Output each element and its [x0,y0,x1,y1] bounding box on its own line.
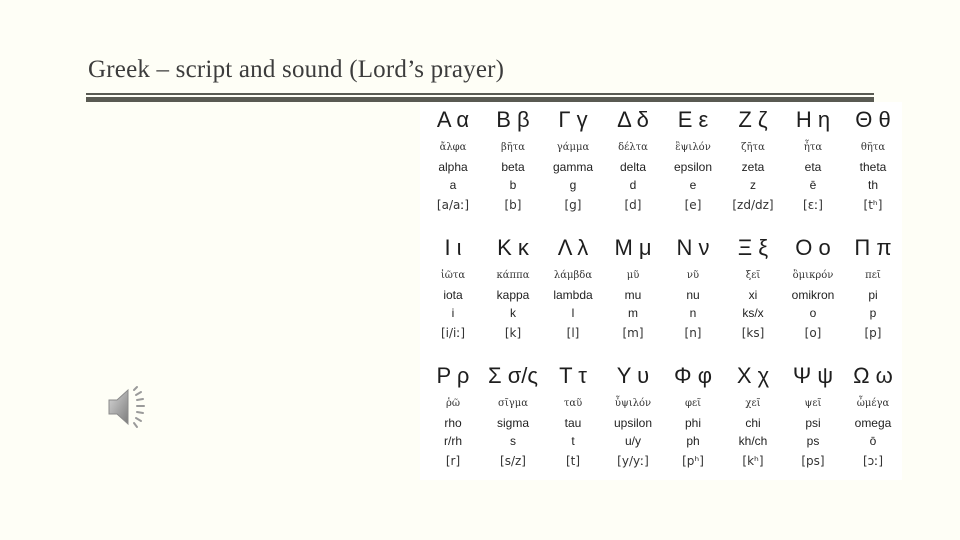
transliteration: u/y [624,434,641,448]
transliteration: th [867,178,878,192]
ipa-sound: [g] [564,198,582,212]
letter-cell [423,102,483,230]
letter-cell [483,358,543,486]
letter-cell [843,358,903,486]
transliteration: r/rh [444,434,462,448]
ipa-sound: [o] [804,326,822,340]
letter-glyphs: Π π [854,235,892,260]
greek-name: θῆτα [860,142,886,153]
letter-name: chi [745,416,761,430]
ipa-sound: [y/yː] [617,454,649,468]
letter-glyphs: Υ υ [616,363,650,388]
letter-cell [783,102,843,230]
ipa-sound: [kʰ] [742,454,764,468]
transliteration: n [689,306,697,320]
letter-glyphs: Β β [496,107,530,132]
ipa-sound: [ks] [741,326,765,340]
greek-name: ἒψιλόν [675,142,711,153]
greek-name: μῦ [626,270,640,281]
slide-title: Greek – script and sound (Lord’s prayer) [88,56,505,83]
greek-name: κάππα [496,270,530,281]
letter-cell [843,230,903,358]
letter-glyphs: Α α [436,107,470,132]
letter-name: beta [501,160,525,174]
transliteration: l [571,306,575,320]
ipa-sound: [zd/dz] [732,198,774,212]
letter-name: lambda [553,288,593,302]
ipa-sound: [b] [504,198,522,212]
letter-glyphs: Ζ ζ [738,107,768,132]
ipa-sound: [ps] [801,454,825,468]
greek-name: ἦτα [803,142,823,153]
ipa-sound: [s/z] [500,454,526,468]
transliteration: d [629,178,637,192]
ipa-sound: [i/iː] [440,326,466,340]
alphabet-grid [423,102,902,486]
greek-name: γάμμα [556,142,590,153]
letter-name: pi [868,288,878,302]
letter-name: gamma [552,160,593,174]
ipa-sound: [ɛː] [803,198,823,212]
transliteration: b [509,178,517,192]
letter-cell [783,230,843,358]
letter-glyphs: Μ μ [614,235,652,260]
transliteration: i [451,306,455,320]
transliteration: a [449,178,457,192]
letter-glyphs: Θ θ [855,107,891,132]
letter-glyphs: Φ φ [674,363,712,388]
letter-glyphs: Ω ω [853,363,893,388]
ipa-sound: [t] [565,454,581,468]
greek-name: φεῖ [684,398,702,409]
transliteration: s [510,434,516,448]
letter-cell [723,102,783,230]
letter-cell [483,102,543,230]
greek-name: βῆτα [500,142,526,153]
greek-name: ψεῖ [804,398,822,409]
transliteration: ō [869,434,877,448]
ipa-sound: [m] [622,326,644,340]
letter-cell [423,230,483,358]
ipa-sound: [a/aː] [436,198,470,212]
letter-name: delta [619,160,647,174]
letter-glyphs: Ψ ψ [792,363,834,388]
speaker-icon [106,384,158,430]
letter-name: xi [748,288,758,302]
letter-glyphs: Λ λ [557,235,589,260]
letter-cell [663,230,723,358]
letter-cell [663,102,723,230]
greek-alphabet-chart [420,102,902,480]
letter-glyphs: Χ χ [736,363,770,388]
greek-name: ὖψιλόν [614,398,652,409]
greek-name: ζῆτα [741,142,765,153]
letter-name: nu [686,288,700,302]
greek-name: ξεῖ [745,270,761,281]
transliteration: kh/ch [738,434,768,448]
letter-name: rho [444,416,462,430]
transliteration: p [869,306,877,320]
letter-cell [843,102,903,230]
transliteration: z [750,178,756,192]
greek-name: χεῖ [745,398,761,409]
transliteration: g [569,178,577,192]
letter-cell [543,102,603,230]
letter-cell [723,358,783,486]
letter-glyphs: Ι ι [444,235,462,260]
ipa-sound: [ɔː] [863,454,883,468]
letter-cell [603,230,663,358]
letter-glyphs: Ξ ξ [737,235,769,260]
letter-name: zeta [741,160,765,174]
letter-glyphs: Τ τ [559,363,587,388]
greek-name: ὂμικρόν [792,270,834,281]
letter-name: omikron [791,288,835,302]
letter-cell [603,102,663,230]
transliteration: m [628,306,638,320]
ipa-sound: [l] [566,326,580,340]
audio-play-button[interactable] [106,384,158,430]
transliteration: t [571,434,575,448]
letter-cell [543,230,603,358]
transliteration: ks/x [742,306,764,320]
greek-name: λάμβδα [553,270,593,281]
greek-name: ὦμέγα [856,398,890,409]
letter-name: epsilon [673,160,713,174]
ipa-sound: [r] [445,454,461,468]
letter-name: theta [859,160,887,174]
transliteration: ph [686,434,700,448]
ipa-sound: [n] [684,326,702,340]
greek-name: ταῦ [563,398,583,409]
greek-name: νῦ [686,270,700,281]
title-underline-thin [86,93,874,95]
letter-cell [723,230,783,358]
letter-name: upsilon [613,416,653,430]
letter-cell [423,358,483,486]
letter-name: mu [624,288,642,302]
ipa-sound: [k] [504,326,522,340]
letter-cell [603,358,663,486]
letter-name: eta [804,160,822,174]
letter-name: omega [854,416,892,430]
greek-name: σῖγμα [498,398,528,409]
greek-name: ἄλφα [439,142,467,153]
letter-glyphs: Γ γ [558,107,588,132]
ipa-sound: [p] [864,326,882,340]
letter-glyphs: Ε ε [677,107,709,132]
letter-cell [663,358,723,486]
letter-glyphs: Δ δ [617,107,649,132]
greek-name: ἰῶτα [440,270,466,281]
letter-name: kappa [496,288,530,302]
ipa-sound: [tʰ] [863,198,883,212]
letter-name: alpha [438,160,468,174]
letter-name: sigma [496,416,529,430]
letter-name: phi [684,416,701,430]
transliteration: ps [806,434,820,448]
letter-cell [543,358,603,486]
ipa-sound: [d] [624,198,642,212]
letter-glyphs: Σ σ/ς [487,363,538,388]
transliteration: o [809,306,817,320]
greek-name: πεῖ [865,270,881,281]
letter-name: psi [805,416,821,430]
greek-name: δέλτα [618,142,648,153]
letter-glyphs: Ρ ρ [436,363,470,388]
letter-glyphs: Ν ν [676,235,710,260]
letter-cell [483,230,543,358]
letter-name: iota [443,288,463,302]
ipa-sound: [e] [684,198,702,212]
transliteration: e [689,178,697,192]
letter-glyphs: Η η [795,107,831,132]
transliteration: k [510,306,516,320]
letter-cell [783,358,843,486]
ipa-sound: [pʰ] [682,454,704,468]
letter-name: tau [564,416,582,430]
letter-glyphs: Κ κ [497,235,529,260]
transliteration: ē [809,178,817,192]
greek-name: ῥῶ [445,398,461,409]
letter-glyphs: Ο ο [795,235,831,260]
